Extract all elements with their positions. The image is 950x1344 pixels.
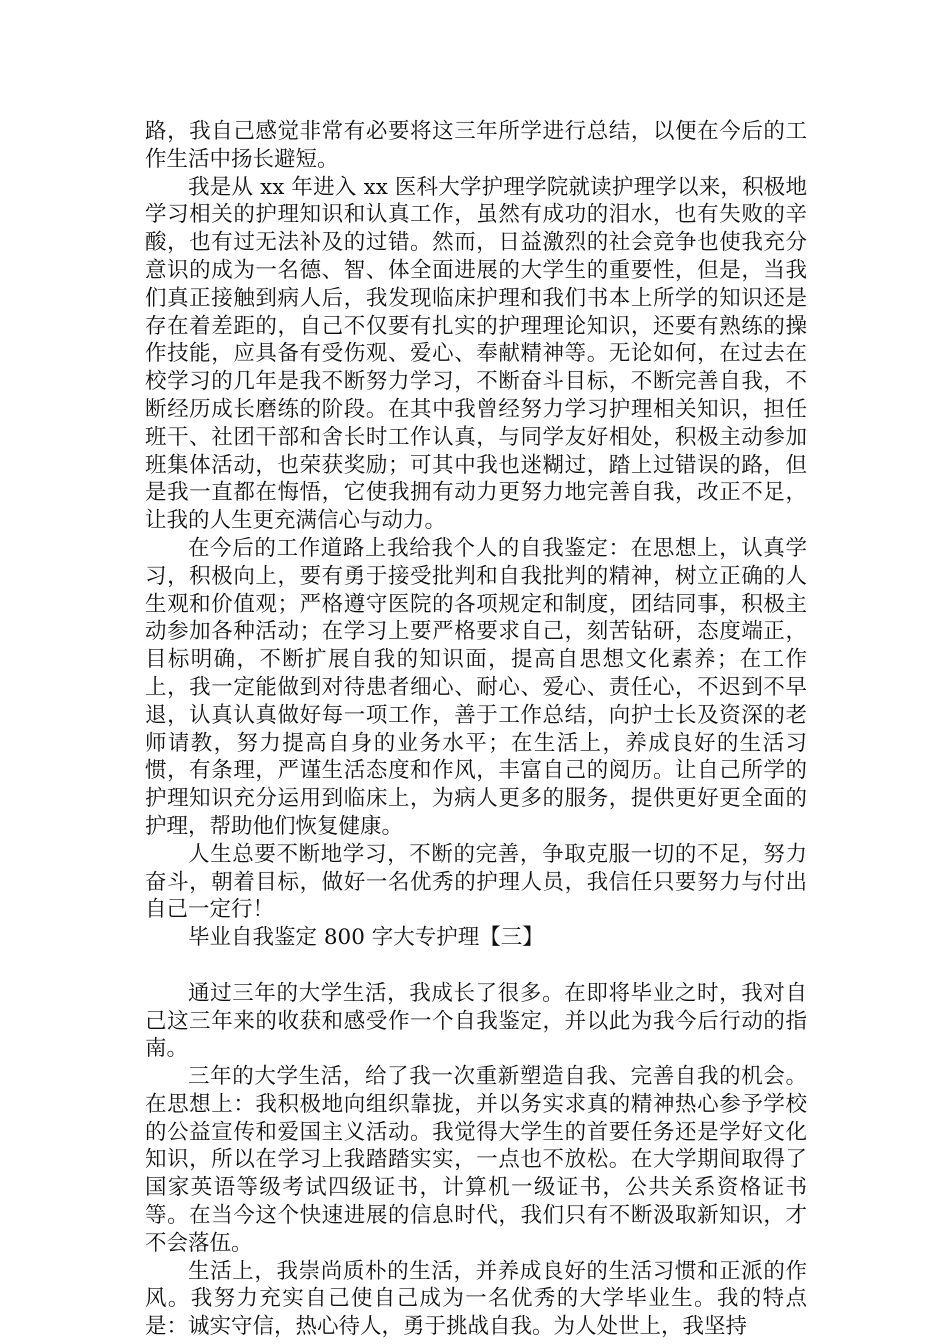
section-heading: 毕业自我鉴定 800 字大专护理【三】 (188, 925, 544, 951)
blank-line (145, 952, 807, 980)
paragraph-daily-life: 生活上，我崇尚质朴的生活，并养成良好的生活习惯和正派的作风。我努力充实自己使自己成为一名优秀的大学毕业生。我的特点是：诚实守信，热心待人，勇于挑战自我。为人处世上，我坚持 (145, 1258, 807, 1340)
document-page (145, 118, 807, 1341)
paragraph-conclusion: 人生总要不断地学习，不断的完善，争取克服一切的不足，努力奋斗，朝着目标，做好一名优秀的护理人员，我信任只要努力与付出自己一定行！ (145, 841, 807, 923)
paragraph-continuation: 路，我自己感觉非常有必要将这三年所学进行总结，以便在今后的工作生活中扬长避短。 (145, 119, 807, 172)
paragraph-university-life: 三年的大学生活，给了我一次重新塑造自我、完善自我的机会。在思想上：我积极地向组织靠拢，并以务实求真的精神热心参予学校的公益宣传和爱国主义活动。我觉得大学生的首要任务还是学好文化知识，所以在学习上我踏踏实实，一点也不放松。在大学期间取得了国家英语等级考试四级证书，计算机一级证书，公共关系资格证书等。在当今这个快速进展的信息时代，我们只有不断汲取新知识，才不会落伍。 (145, 1064, 807, 1256)
paragraph-study-experience: 我是从 xx 年进入 xx 医科大学护理学院就读护理学以来，积极地学习相关的护理知识和认真工作，虽然有成功的泪水，也有失败的辛酸，也有过无法补及的过错。然而，日益激烈的社会竞争也使我充分意识的成为一名德、智、体全面进展的大学生的重要性，但是，当我们真正接触到病人后，我发现临床护理和我们书本上所学的知识还是存在着差距的，自己不仅要有扎实的护理理论知识，还要有熟练的操作技能，应具备有受伤观、爱心、奉献精神等。无论如何，在过去在校学习的几年是我不断努力学习，不断奋斗目标，不断完善自我，不断经历成长磨练的阶段。在其中我曾经努力学习护理相关知识，担任班干、社团干部和舍长时工作认真，与同学友好相处，积极主动参加班集体活动，也荣获奖励；可其中我也迷糊过，踏上过错误的路，但是我一直都在悔悟，它使我拥有动力更努力地完善自我，改正不足，让我的人生更充满信心与动力。 (145, 174, 807, 534)
paragraph-intro: 通过三年的大学生活，我成长了很多。在即将毕业之时，我对自己这三年来的收获和感受作一个自我鉴定，并以此为我今后行动的指南。 (145, 980, 807, 1062)
paragraph-self-assessment: 在今后的工作道路上我给我个人的自我鉴定：在思想上，认真学习，积极向上，要有勇于接受批判和自我批判的精神，树立正确的人生观和价值观；严格遵守医院的各项规定和制度，团结同事，积极主动参加各种活动；在学习上要严格要求自己，刻苦钻研，态度端正，目标明确，不断扩展自我的知识面，提高自思想文化素养；在工作上，我一定能做到对待患者细心、耐心、爱心、责任心，不迟到不早退，认真认真做好每一项工作，善于工作总结，向护士长及资深的老师请教，努力提高自身的业务水平；在生活上，养成良好的生活习惯，有条理，严谨生活态度和作风，丰富自己的阅历。让自己所学的护理知识充分运用到临床上，为病人更多的服务，提供更好更全面的护理，帮助他们恢复健康。 (145, 535, 807, 839)
